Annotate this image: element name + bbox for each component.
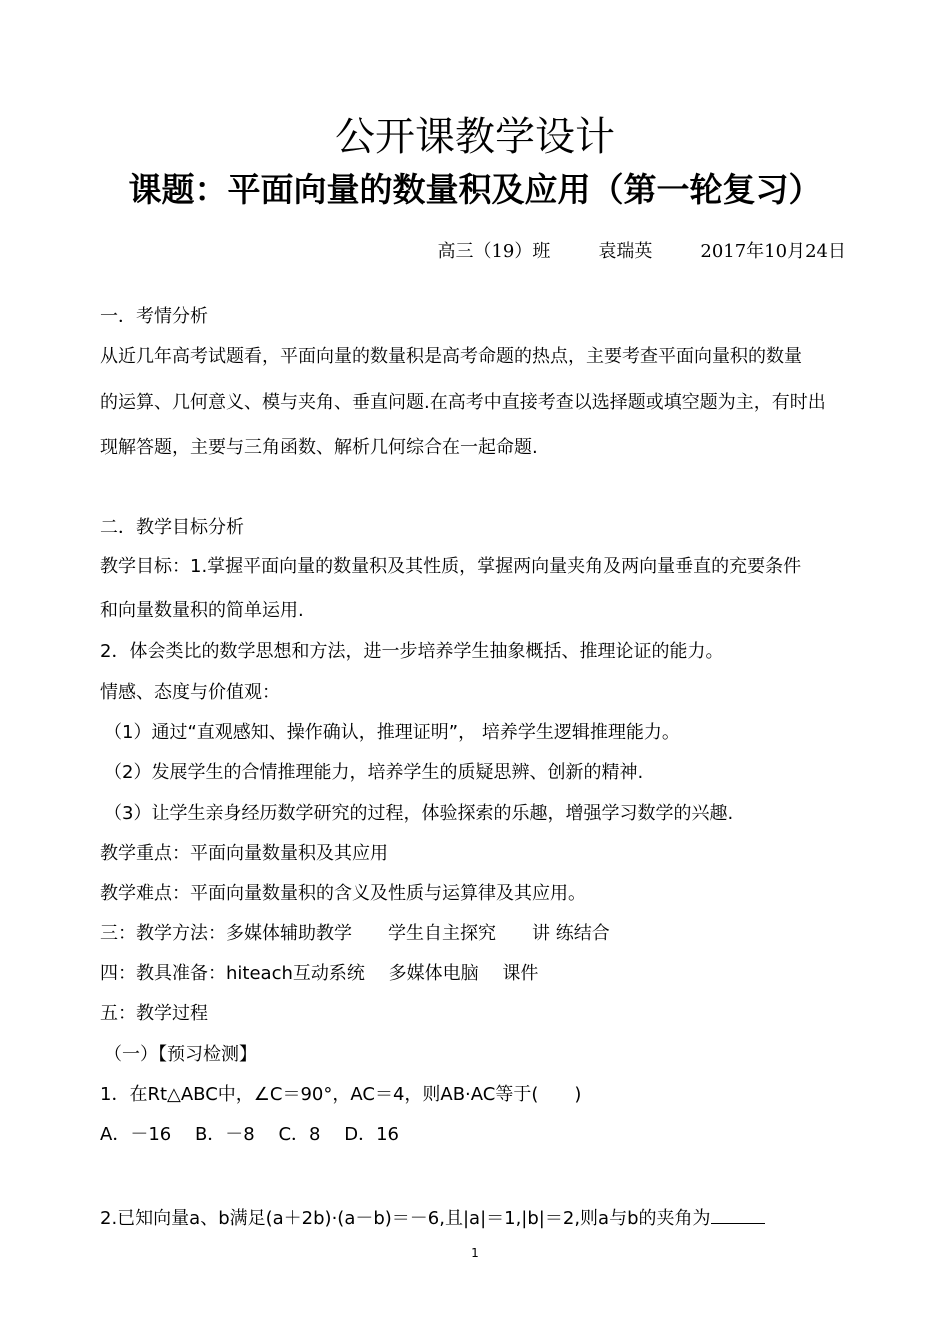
analysis-paragraph-line: 现解答题，主要与三角函数、解析几何综合在一起命题. [100,437,538,458]
lesson-meta [437,238,846,266]
section-heading-analysis: 一．考情分析 [100,306,208,327]
teaching-difficulty: 教学难点：平面向量数量积的含义及性质与运算律及其应用。 [100,883,586,904]
emotion-item: （2）发展学生的合情推理能力，培养学生的质疑思辨、创新的精神. [104,762,644,783]
teaching-goal-line: 2．体会类比的数学思想和方法，进一步培养学生抽象概括、推理论证的能力。 [100,641,724,662]
lesson-date: 2017年10月24日 [700,241,846,262]
page-number: 1 [471,1246,479,1260]
answer-blank [711,1203,765,1224]
teaching-method: 三：教学方法：多媒体辅助教学 学生自主探究 讲 练结合 [100,923,610,944]
class-name: 高三（19）班 [437,241,551,262]
teaching-process-heading: 五：教学过程 [100,1003,208,1024]
teaching-key-point: 教学重点：平面向量数量积及其应用 [100,843,388,864]
preview-test-heading: （一）【预习检测】 [104,1044,257,1065]
section-heading-goals: 二．教学目标分析 [100,517,244,538]
teaching-goal-line: 和向量数量积的简单运用. [100,600,304,621]
emotion-item: （1）通过“直观感知、操作确认，推理证明”， 培养学生逻辑推理能力。 [104,722,680,743]
analysis-paragraph-line: 的运算、几何意义、模与夹角、垂直问题.在高考中直接考查以选择题或填空题为主，有时出 [100,392,826,413]
emotion-heading: 情感、态度与价值观： [100,682,280,703]
teaching-goal-line: 教学目标：1.掌握平面向量的数量积及其性质，掌握两向量夹角及两向量垂直的充要条件 [100,556,802,577]
lesson-topic: 课题：平面向量的数量积及应用（第一轮复习） [128,170,822,209]
question-2 [100,1203,860,1233]
question-1-options: A．－16 B．－8 C．8 D．16 [100,1124,399,1145]
analysis-paragraph-line: 从近几年高考试题看，平面向量的数量积是高考命题的热点，主要考查平面向量积的数量 [100,346,802,367]
question-2-text: 2.已知向量a、b满足(a＋2b)·(a－b)＝－6,且|a|＝1,|b|＝2,则a与b的夹角为 [100,1208,711,1229]
emotion-item: （3）让学生亲身经历数学研究的过程，体验探索的乐趣，增强学习数学的兴趣. [104,803,734,824]
teaching-tools: 四：教具准备：hiteach互动系统 多媒体电脑 课件 [100,963,539,984]
question-1: 1．在Rt△ABC中，∠C＝90°，AC＝4，则AB·AC等于( ) [100,1084,582,1105]
document-title: 公开课教学设计 [335,114,615,160]
teacher-name: 袁瑞英 [598,241,653,262]
